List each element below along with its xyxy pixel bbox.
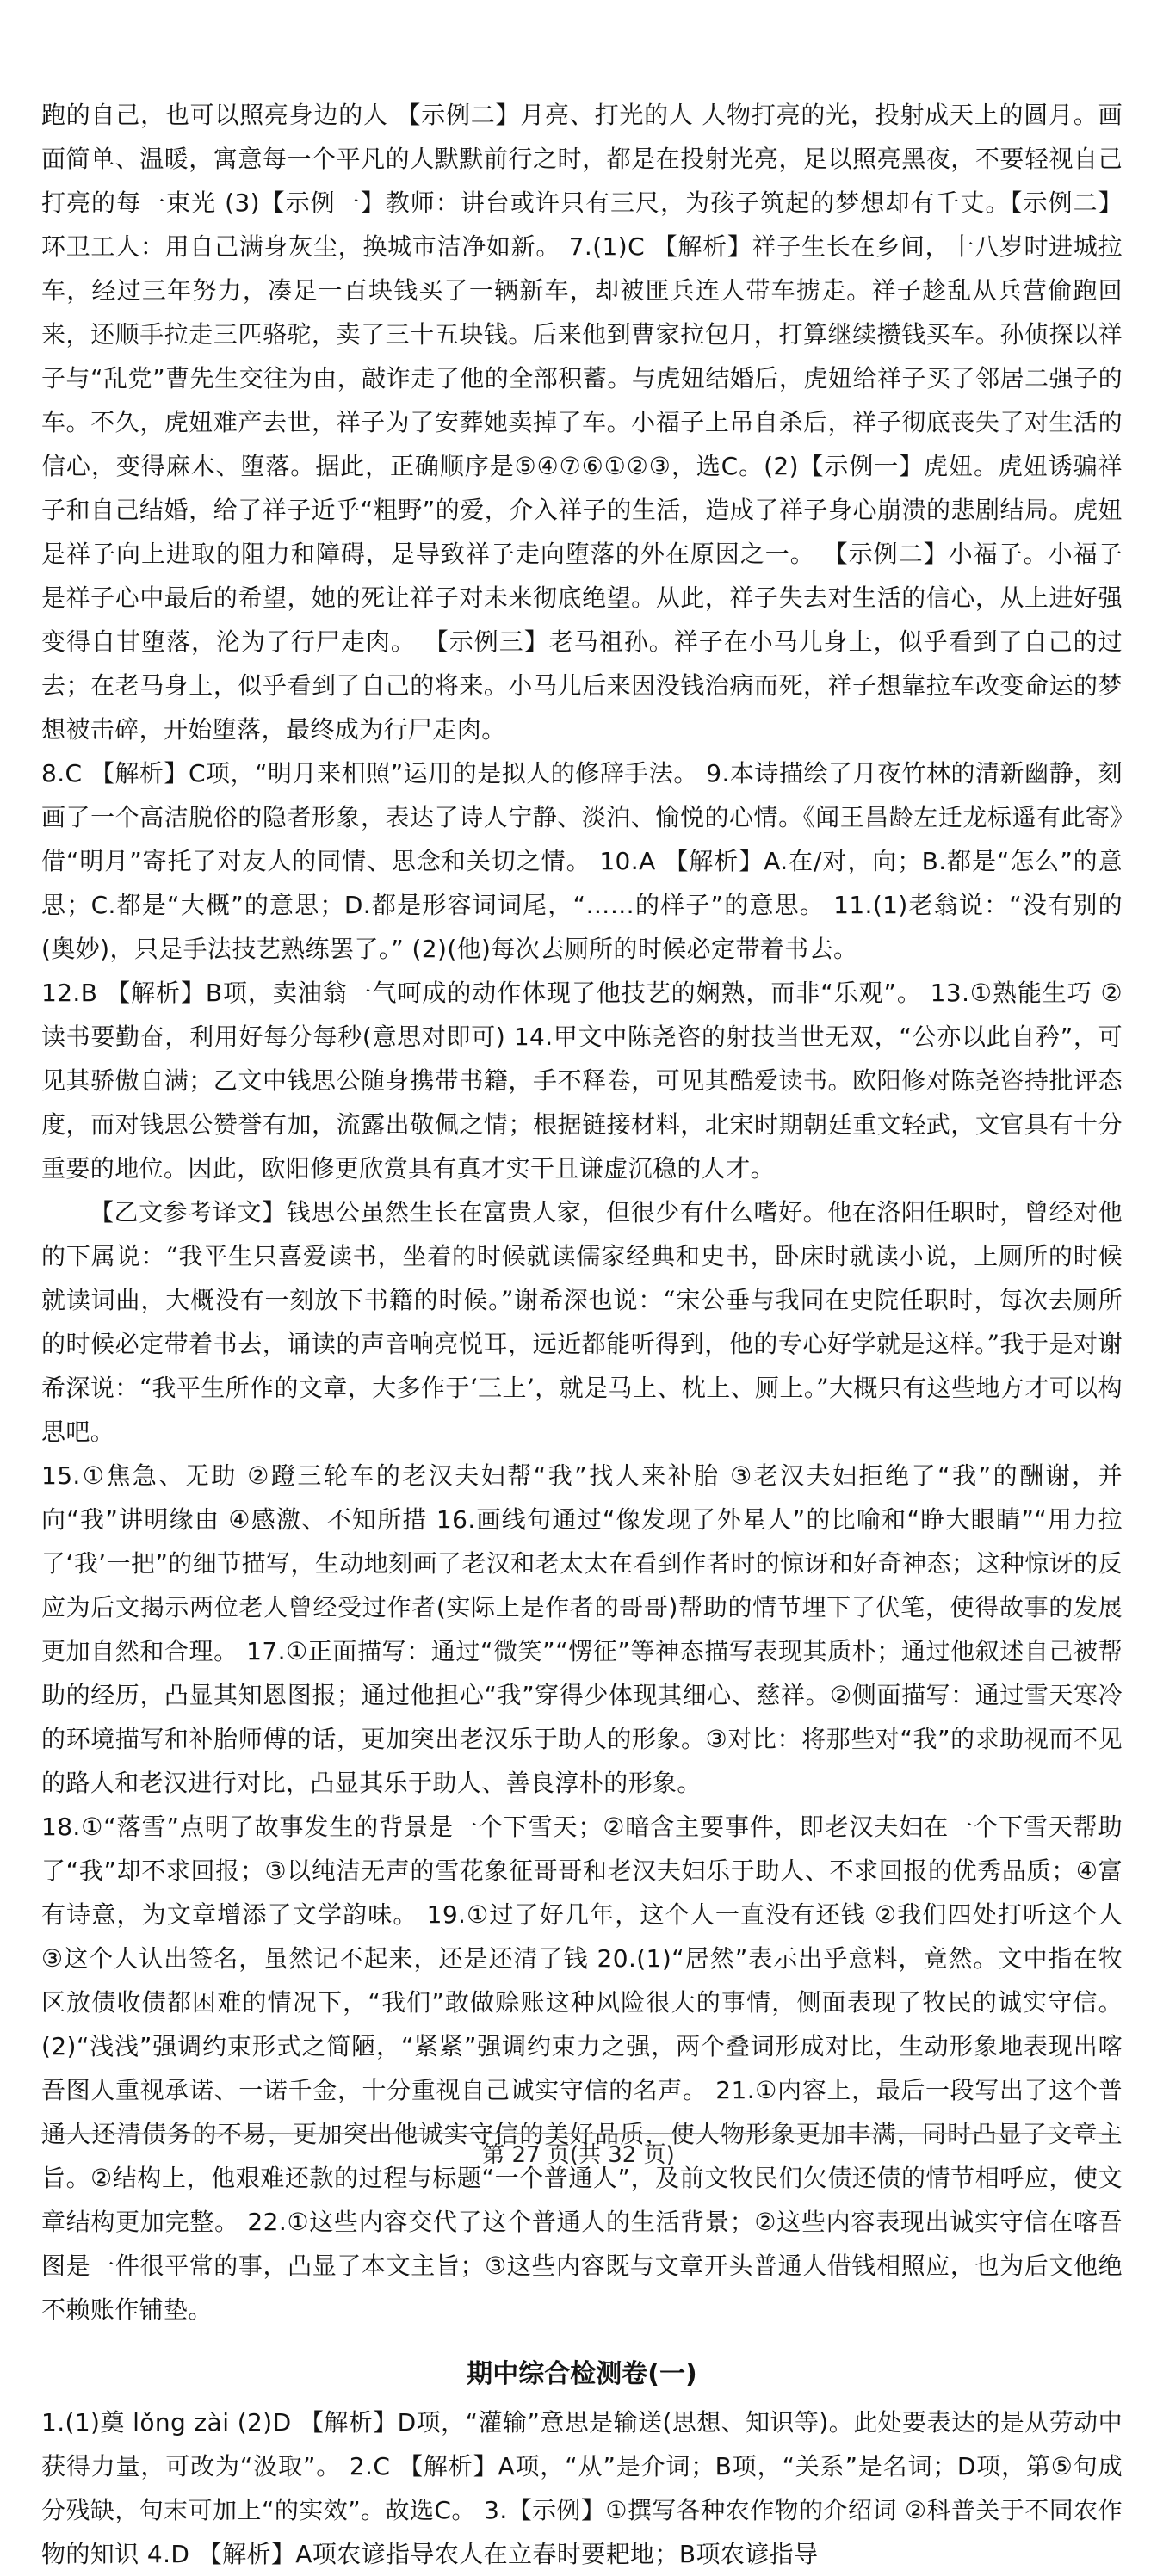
section-body — [41, 2400, 1123, 2576]
answer-paragraph: 15.①焦急、无助 ②蹬三轮车的老汉夫妇帮“我”找人来补胎 ③老汉夫妇拒绝了“我”的酬谢，并向“我”讲明缘由 ④感激、不知所措 16.画线句通过“像发现了外星人”的比喻和“睁大眼睛”“用力拉了‘我’一把”的细节描写，生动地刻画了老汉和老太太在看到作者时的惊讶和好奇神态；这种惊讶的反应为后文揭示两位老人曾经受过作者(实际上是作者的哥哥)帮助的情节埋下了伏笔，使得故事的发展更加自然和合理。 17.①正面描写：通过“微笑”“愣征”等神态描写表现其质朴；通过他叙述自己被帮助的经历，凸显其知恩图报；通过他担心“我”穿得少体现其细心、慈祥。②侧面描写：通过雪天寒冷的环境描写和补胎师傅的话，更加突出老汉乐于助人的形象。③对比：将那些对“我”的求助视而不见的路人和老汉进行对比，凸显其乐于助人、善良淳朴的形象。 — [41, 1461, 1123, 1797]
page-footer: 第 27 页(共 32 页) — [482, 2142, 675, 2168]
answer-paragraph: 1.(1)奠 lǒng zài (2)D 【解析】D项，“灌输”意思是输送(思想、知识等)。此处要表达的是从劳动中获得力量，可改为“汲取”。 2.C 【解析】A项，“从”是介词；B项，“关系”是名词；D项，第⑤句成分残缺，句末可加上“的实效”。故选C。 3.【示例】①撰写各种农作物的介绍词 ②科普关于不同农作物的知识 4.D 【解析】A项农谚指导农人在立春时要耙地；B项农谚指导 — [41, 2408, 1123, 2568]
answer-paragraph: 18.①“落雪”点明了故事发生的背景是一个下雪天；②暗含主要事件，即老汉夫妇在一个下雪天帮助了“我”却不求回报；③以纯洁无声的雪花象征哥哥和老汉夫妇乐于助人、不求回报的优秀品质；④富有诗意，为文章增添了文学韵味。 19.①过了好几年，这个人一直没有还钱 ②我们四处打听这个人 ③这个人认出签名，虽然记不起来，还是还清了钱 20.(1)“居然”表示出乎意料，竟然。文中指在牧区放债收债都困难的情况下，“我们”敢做赊账这种风险很大的事情，侧面表现了牧民的诚实守信。 (2)“浅浅”强调约束形式之简陋，“紧紧”强调约束力之强，两个叠词形成对比，生动形象地表现出喀吾图人重视承诺、一诺千金，十分重视自己诚实守信的名声。 21.①内容上，最后一段写出了这个普通人还清债务的不易，更加突出他诚实守信的美好品质，使人物形象更加丰满，同时凸显了文章主旨。②结构上，他艰难还款的过程与标题“一个普通人”，及前文牧民们欠债还债的情节相呼应，使文章结构更加完整。 22.①这些内容交代了这个普通人的生活背景；②这些内容表现出诚实守信在喀吾图是一件很平常的事，凸显了本文主旨；③这些内容既与文章开头普通人借钱相照应，也为后文他绝不赖账作铺垫。 — [41, 1813, 1123, 2324]
answer-paragraph: 跑的自己，也可以照亮身边的人 【示例二】月亮、打光的人 人物打亮的光，投射成天上的圆月。画面简单、温暖，寓意每一个平凡的人默默前行之时，都是在投射光亮，足以照亮黑夜，不要轻视自己打亮的每一束光 (3)【示例一】教师：讲台或许只有三尺，为孩子筑起的梦想却有千丈。【示例二】环卫工人：用自己满身灰尘，换城市洁净如新。 7.(1)C 【解析】祥子生长在乡间，十八岁时进城拉车，经过三年努力，凑足一百块钱买了一辆新车，却被匪兵连人带车掳走。祥子趁乱从兵营偷跑回来，还顺手拉走三匹骆驼，卖了三十五块钱。后来他到曹家拉包月，打算继续攒钱买车。孙侦探以祥子与“乱党”曹先生交往为由，敲诈走了他的全部积蓄。与虎妞结婚后，虎妞给祥子买了邻居二强子的车。不久，虎妞难产去世，祥子为了安葬她卖掉了车。小福子上吊自杀后，祥子彻底丧失了对生活的信心，变得麻木、堕落。据此，正确顺序是⑤④⑦⑥①②③，选C。(2)【示例一】虎妞。虎妞诱骗祥子和自己结婚，给了祥子近乎“粗野”的爱，介入祥子的生活，造成了祥子身心崩溃的悲剧结局。虎妞是祥子向上进取的阻力和障碍，是导致祥子走向堕落的外在原因之一。 【示例二】小福子。小福子是祥子心中最后的希望，她的死让祥子对未来彻底绝望。从此，祥子失去对生活的信心，从上进好强变得自甘堕落，沦为了行尸走肉。 【示例三】老马祖孙。祥子在小马儿身上，似乎看到了自己的过去；在老马身上，似乎看到了自己的将来。小马儿后来因没钱治病而死，祥子想靠拉车改变命运的梦想被击碎，开始堕落，最终成为行尸走肉。 — [41, 101, 1123, 744]
answer-body — [41, 93, 1123, 2332]
answer-paragraph: 8.C 【解析】C项，“明月来相照”运用的是拟人的修辞手法。 9.本诗描绘了月夜竹林的清新幽静，刻画了一个高洁脱俗的隐者形象，表达了诗人宁静、淡泊、愉悦的心情。《闻王昌龄左迁龙标遥有此寄》借“明月”寄托了对友人的同情、思念和关切之情。 10.A 【解析】A.在/对，向；B.都是“怎么”的意思；C.都是“大概”的意思；D.都是形容词词尾，“……的样子”的意思。 11.(1)老翁说：“没有别的(奥妙)，只是手法技艺熟练罢了。” (2)(他)每次去厕所的时候必定带着书去。 — [41, 759, 1123, 963]
answer-paragraph: 【乙文参考译文】钱思公虽然生长在富贵人家，但很少有什么嗜好。他在洛阳任职时，曾经对他的下属说：“我平生只喜爱读书，坐着的时候就读儒家经典和史书，卧床时就读小说，上厕所的时候就读词曲，大概没有一刻放下书籍的时候。”谢希深也说：“宋公垂与我同在史院任职时，每次去厕所的时候必定带着书去，诵读的声音响亮悦耳，远近都能听得到，他的专心好学就是这样。”我于是对谢希深说：“我平生所作的文章，大多作于‘三上’，就是马上、枕上、厕上。”大概只有这些地方才可以构思吧。 — [41, 1198, 1123, 1446]
bottom-divider — [41, 2133, 1116, 2134]
section-title: 期中综合检测卷(一) — [467, 2359, 697, 2389]
answer-paragraph: 12.B 【解析】B项，卖油翁一气呵成的动作体现了他技艺的娴熟，而非“乐观”。 13.①熟能生巧 ②读书要勤奋，利用好每分每秒(意思对即可) 14.甲文中陈尧咨的射技当世无双，“公亦以此自矜”，可见其骄傲自满；乙文中钱思公随身携带书籍，手不释卷，可见其酷爱读书。欧阳修对陈尧咨持批评态度，而对钱思公赞誉有加，流露出敬佩之情；根据链接材料，北宋时期朝廷重文轻武，文官具有十分重要的地位。因此，欧阳修更欣赏具有真才实干且谦虚沉稳的人才。 — [41, 979, 1123, 1183]
answer-page — [41, 93, 1123, 2576]
